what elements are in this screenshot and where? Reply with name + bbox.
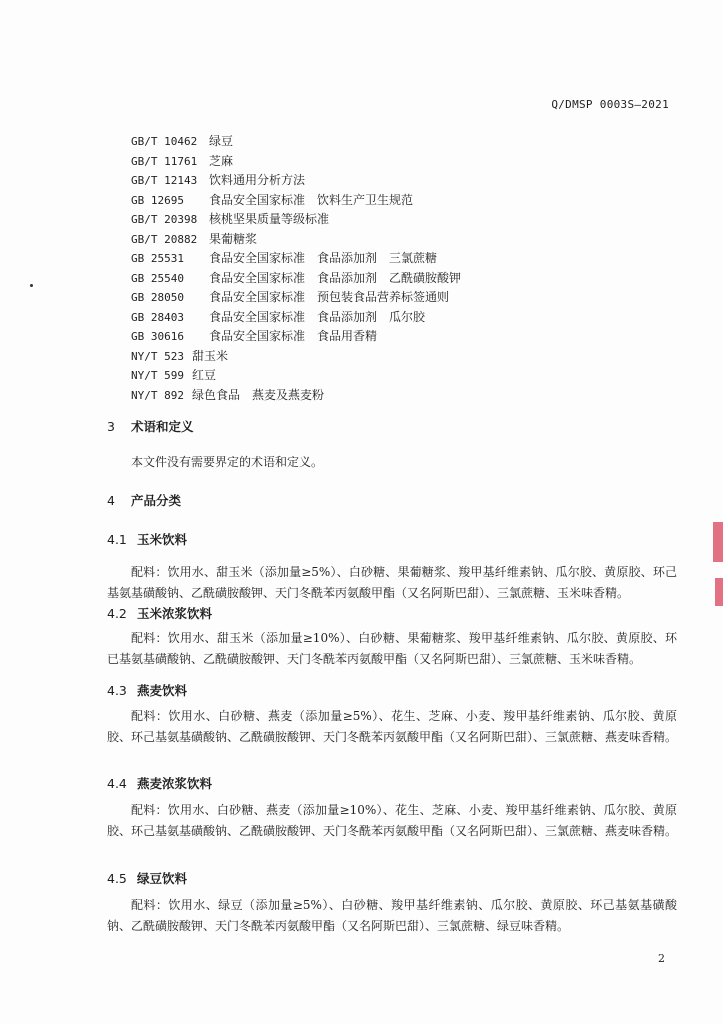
subsection-title: 燕麦浓浆饮料	[137, 776, 213, 791]
reference-title: 食品安全国家标准 食品用香精	[209, 329, 378, 343]
subsection-4-3-text: 配料：饮用水、白砂糖、燕麦（添加量≥5%）、花生、芝麻、小麦、羧甲基纤维素钠、瓜尔胶、黄原胶、环己基氨基磺酸钠、乙酰磺胺酸钾、天门冬酰苯丙氨酸甲酯（又名阿斯巴甜）、三氯蔗糖、燕麦味香精。	[107, 709, 678, 744]
reference-title: 红豆	[191, 368, 216, 382]
subsection-number: 4.4	[107, 776, 127, 791]
reference-item	[131, 308, 461, 328]
reference-item	[131, 288, 461, 308]
reference-code: GB 28403	[131, 310, 184, 324]
reference-code: GB 25531	[131, 252, 184, 265]
reference-code: GB/T 12143	[131, 174, 198, 187]
reference-title: 食品安全国家标准 预包装食品营养标签通则	[209, 290, 450, 304]
reference-code: GB/T 20882	[131, 232, 198, 246]
reference-item	[131, 249, 461, 269]
reference-item	[131, 210, 461, 230]
section-number: 4	[107, 493, 115, 508]
reference-code: NY/T 523	[131, 349, 184, 363]
subsection-number: 4.2	[107, 606, 127, 621]
section-4-heading	[107, 491, 181, 509]
reference-item	[131, 347, 461, 367]
reference-item	[131, 230, 461, 250]
reference-code: GB/T 10462	[131, 135, 198, 148]
reference-title: 甜玉米	[191, 348, 228, 363]
subsection-4-1-text: 配料：饮用水、甜玉米（添加量≥5%）、白砂糖、果葡糖浆、羧甲基纤维素钠、瓜尔胶、黄原胶、环己基氨基磺酸钠、乙酰磺胺酸钾、天门冬酰苯丙氨酸甲酯（又名阿斯巴甜）、三氯蔗糖、玉米味香精。	[107, 565, 677, 600]
section-number: 3	[107, 419, 115, 434]
subsection-title: 玉米饮料	[137, 532, 188, 547]
subsection-number: 4.5	[107, 871, 127, 886]
reference-title: 核桃坚果质量等级标准	[209, 212, 330, 226]
subsection-title: 燕麦饮料	[137, 683, 188, 698]
reference-title: 食品安全国家标准 食品添加剂 瓜尔胶	[209, 309, 426, 324]
subsection-number: 4.3	[107, 683, 127, 698]
reference-item	[131, 132, 461, 152]
reference-code: GB 25540	[131, 271, 184, 285]
reference-item	[131, 269, 461, 289]
reference-item	[131, 152, 461, 172]
reference-title: 食品安全国家标准 饮料生产卫生规范	[209, 192, 414, 207]
reference-item	[131, 171, 461, 191]
reference-title: 果葡糖浆	[209, 231, 258, 246]
reference-item	[131, 191, 461, 211]
document-code: Q/DMSP 0003S—2021	[551, 98, 669, 111]
subsection-4-5-heading	[107, 869, 187, 887]
reference-title: 饮料通用分析方法	[209, 173, 306, 187]
reference-code: GB/T 20398	[131, 213, 198, 226]
subsection-4-4-text: 配料：饮用水、白砂糖、燕麦（添加量≥10%）、花生、芝麻、小麦、羧甲基纤维素钠、瓜尔胶、黄原胶、环己基氨基磺酸钠、乙酰磺胺酸钾、天门冬酰苯丙氨酸甲酯（又名阿斯巴甜）、三氯蔗糖、燕麦味香精。	[107, 803, 678, 838]
reference-code: GB 30616	[131, 330, 184, 343]
section-title: 术语和定义	[131, 419, 194, 434]
subsection-4-1-heading	[107, 530, 187, 548]
subsection-4-3-heading	[107, 681, 187, 699]
reference-item	[131, 327, 461, 347]
subsection-4-2-text: 配料：饮用水、甜玉米（添加量≥10%）、白砂糖、果葡糖浆、羧甲基纤维素钠、瓜尔胶、黄原胶、环已基氨基磺酸钠、乙酰磺胺酸钾、天门冬酰苯丙氨酸甲酯（又名阿斯巴甜）、三氯蔗糖、玉米味香精。	[107, 631, 677, 666]
subsection-4-5-text: 配料：饮用水、绿豆（添加量≥5%）、白砂糖、羧甲基纤维素钠、瓜尔胶、黄原胶、环己基氨基磺酸钠、乙酰磺胺酸钾、天门冬酰苯丙氨酸甲酯（又名阿斯巴甜）、三氯蔗糖、绿豆味香精。	[107, 898, 677, 933]
page-number: 2	[658, 952, 665, 965]
scan-speck	[30, 284, 33, 287]
reference-item	[131, 386, 461, 406]
reference-code: GB 12695	[131, 193, 184, 207]
subsection-title: 绿豆饮料	[137, 871, 188, 886]
normative-references-list	[131, 132, 461, 405]
reference-title: 芝麻	[209, 153, 234, 168]
reference-title: 食品安全国家标准 食品添加剂 乙酰磺胺酸钾	[209, 270, 462, 285]
red-seal-edge	[715, 578, 723, 606]
subsection-number: 4.1	[107, 532, 127, 547]
subsection-4-4-heading	[107, 774, 212, 792]
reference-code: NY/T 892	[131, 388, 184, 402]
section-3-text: 本文件没有需要界定的术语和定义。	[131, 455, 324, 469]
subsection-4-2-heading	[107, 604, 212, 622]
subsection-title: 玉米浓浆饮料	[137, 606, 213, 621]
section-3-heading	[107, 417, 194, 435]
section-title: 产品分类	[131, 493, 182, 508]
reference-item	[131, 366, 461, 386]
reference-title: 绿色食品 燕麦及燕麦粉	[191, 387, 324, 402]
reference-code: NY/T 599	[131, 369, 184, 382]
reference-title: 绿豆	[209, 134, 234, 148]
red-seal-edge	[713, 522, 723, 562]
reference-title: 食品安全国家标准 食品添加剂 三氯蔗糖	[209, 251, 438, 265]
reference-code: GB/T 11761	[131, 154, 198, 168]
reference-code: GB 28050	[131, 291, 184, 304]
